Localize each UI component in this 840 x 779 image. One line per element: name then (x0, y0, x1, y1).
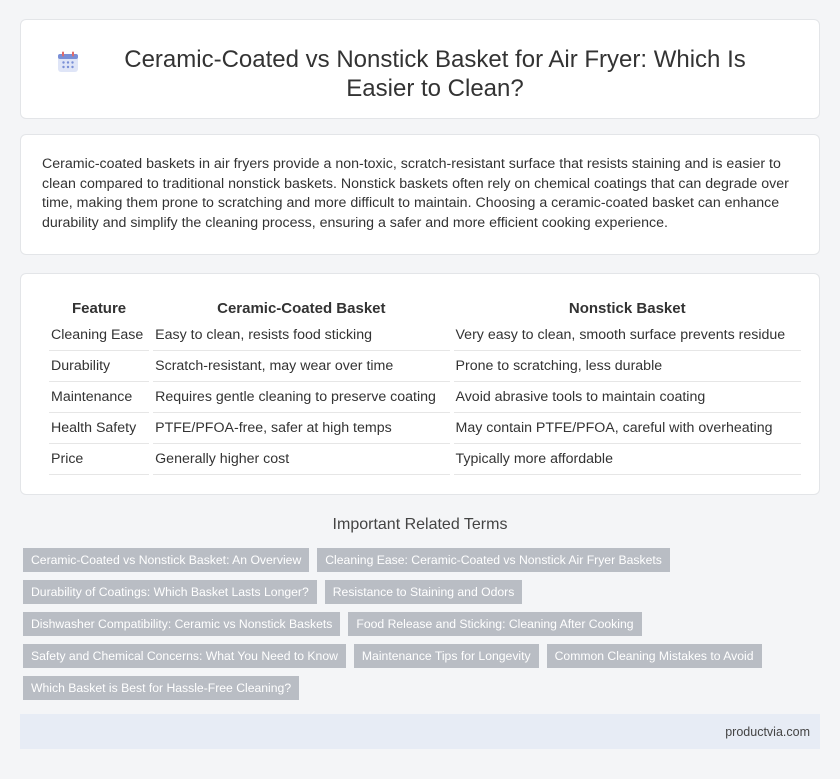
tag-row (23, 612, 783, 636)
header-feature: Feature (71, 299, 127, 317)
page-title: Ceramic-Coated vs Nonstick Basket for Air Fryer: Which Is Easier to Clean? (124, 46, 746, 102)
cell-nonstick: Typically more affordable (454, 444, 802, 475)
comparison-table (45, 296, 805, 475)
comparison-card (20, 273, 820, 495)
related-term-tag[interactable]: Common Cleaning Mistakes to Avoid (547, 644, 762, 668)
related-term-tag[interactable]: Food Release and Sticking: Cleaning After Cooking (348, 612, 641, 636)
calendar-icon (56, 50, 80, 74)
tag-row (23, 548, 783, 572)
cell-ceramic: Requires gentle cleaning to preserve coating (153, 382, 449, 413)
header-ceramic: Ceramic-Coated Basket (217, 299, 386, 317)
related-term-tag[interactable]: Durability of Coatings: Which Basket Lasts Longer? (23, 580, 317, 604)
cell-nonstick: Avoid abrasive tools to maintain coating (454, 382, 802, 413)
cell-ceramic: Easy to clean, resists food sticking (153, 320, 449, 351)
related-term-tag[interactable]: Maintenance Tips for Longevity (354, 644, 539, 668)
title-card (20, 19, 820, 119)
related-term-tag[interactable]: Cleaning Ease: Ceramic-Coated vs Nonstick Air Fryer Baskets (317, 548, 670, 572)
cell-ceramic: Scratch-resistant, may wear over time (153, 351, 449, 382)
intro-card (20, 134, 820, 255)
table-row (49, 444, 801, 475)
footer (20, 714, 820, 749)
table-row (49, 351, 801, 382)
intro-paragraph: Ceramic-coated baskets in air fryers provide a non-toxic, scratch-resistant surface that resists staining and is easier to clean compared to traditional nonstick baskets. Nonstick baskets often rely on chemical coatings that can degrade over time, making them prone to scratching and more difficult to maintain. Choosing a ceramic-coated basket can enhance durability and simplify the cleaning process, ensuring a safer and more efficient cooking experience. (42, 156, 789, 231)
cell-feature: Maintenance (49, 382, 149, 413)
tag-row (23, 644, 783, 668)
tag-row (23, 676, 783, 700)
cell-feature: Durability (49, 351, 149, 382)
related-term-tag[interactable]: Which Basket is Best for Hassle-Free Cleaning? (23, 676, 299, 700)
table-row (49, 413, 801, 444)
related-term-tag[interactable]: Ceramic-Coated vs Nonstick Basket: An Overview (23, 548, 309, 572)
related-terms-heading: Important Related Terms (332, 516, 508, 533)
cell-feature: Price (49, 444, 149, 475)
cell-ceramic: Generally higher cost (153, 444, 449, 475)
related-terms-list (23, 548, 783, 708)
table-header-row (49, 296, 801, 320)
cell-nonstick: Very easy to clean, smooth surface prevents residue (454, 320, 802, 351)
related-term-tag[interactable]: Safety and Chemical Concerns: What You Need to Know (23, 644, 346, 668)
cell-nonstick: Prone to scratching, less durable (454, 351, 802, 382)
table-row (49, 382, 801, 413)
header-nonstick: Nonstick Basket (568, 299, 686, 317)
related-term-tag[interactable]: Resistance to Staining and Odors (325, 580, 523, 604)
cell-feature: Cleaning Ease (49, 320, 149, 351)
related-term-tag[interactable]: Dishwasher Compatibility: Ceramic vs Nonstick Baskets (23, 612, 340, 636)
cell-nonstick: May contain PTFE/PFOA, careful with overheating (454, 413, 802, 444)
title-wrap (21, 45, 819, 103)
cell-ceramic: PTFE/PFOA-free, safer at high temps (153, 413, 449, 444)
site-name[interactable]: productvia.com (725, 725, 810, 739)
tag-row (23, 580, 783, 604)
table-row (49, 320, 801, 351)
cell-feature: Health Safety (49, 413, 149, 444)
